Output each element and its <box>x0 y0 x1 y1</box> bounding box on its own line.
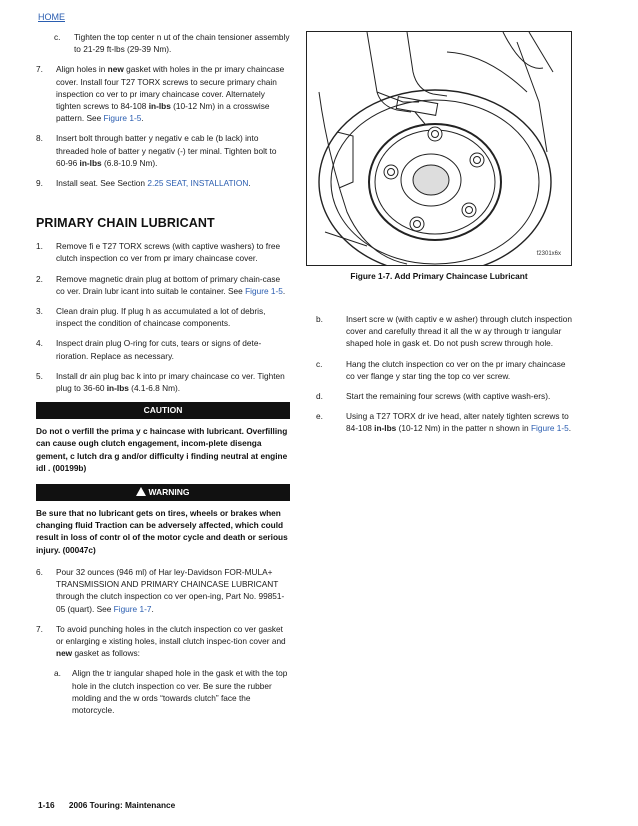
fill-steps <box>36 566 290 659</box>
step-text <box>56 273 290 297</box>
text-run: . <box>248 178 251 189</box>
text-run: Align holes in <box>56 64 108 75</box>
chaincase-drawing <box>307 32 571 265</box>
step-item <box>316 358 572 382</box>
warning-text: Be sure that no lubricant gets on tires, wheels or brakes when changing fluid Traction can be adversely affected, which could result in loss of contr ol of the motor cycle and death or serious injury. (00047c) <box>36 508 288 555</box>
step-number: 3. <box>36 306 43 317</box>
text-run: Using a T27 TORX dr ive head, alter nately tighten screws to 84-108 <box>346 411 569 434</box>
step-text <box>346 410 572 434</box>
text-run: Install dr ain plug bac k into pr imary chaincase co ver. Tighten plug to 36-60 <box>56 370 285 394</box>
cross-reference-link[interactable]: Figure 1-5 <box>530 423 569 434</box>
step-item <box>36 273 290 297</box>
step-item <box>36 370 290 394</box>
step-number: c. <box>316 358 323 369</box>
step-number: 6. <box>36 566 43 577</box>
figure-illustration <box>306 31 572 266</box>
cross-reference-link[interactable]: Figure 1-7 <box>113 603 152 614</box>
text-run: Start the remaining four screws (with captive wash-ers). <box>346 391 551 402</box>
step-text <box>56 337 290 361</box>
cross-reference-link[interactable]: 2.25 SEAT, INSTALLATION <box>147 178 249 189</box>
step-number: 7. <box>36 64 43 75</box>
caution-banner <box>36 402 290 419</box>
gasket-substeps <box>36 667 290 716</box>
text-run: Remove fi e T27 TORX screws (with captive washers) to free clutch inspection co ver from pr imary chaincase cover. <box>56 241 281 264</box>
text-run: Inspect drain plug O-ring for cuts, tears or signs of dete-rioration. Replace as necessary. <box>56 338 262 361</box>
figure-id: f2301x6x <box>536 251 561 257</box>
page-number: 1-16 <box>38 800 55 810</box>
step-text <box>56 240 290 264</box>
step-item <box>316 410 572 434</box>
step-number: 1. <box>36 241 43 252</box>
step-text <box>74 31 290 55</box>
right-steps <box>316 313 572 443</box>
step-text <box>56 132 290 169</box>
step-number: d. <box>316 391 323 402</box>
text-run: Insert bolt through batter y negativ e cab le (b lack) into threaded hole of batter y negativ (-) ter minal. Tighten bolt to 60-96 <box>56 133 277 168</box>
page-footer <box>38 800 187 810</box>
text-run: Align the tr iangular shaped hole in the gask et with the top hole in the clutch inspection co ver. Be sure the rubber molding and the w ords “towards clutch” face the motorcycle. <box>72 668 288 715</box>
caution-label: CAUTION <box>143 405 183 416</box>
emphasis-text: in-lbs <box>106 383 129 394</box>
step-item <box>36 337 290 361</box>
text-run: Pour 32 ounces (946 ml) of Har ley-Davidson FOR-MULA+ TRANSMISSION AND PRIMARY CHAINCASE LUBRICANT through the clutch inspection co ver open-ing, Part No. 99851-05 (quart). See <box>56 566 285 614</box>
text-run: Tighten the top center n ut of the chain tensioner assembly to 21-29 ft-lbs (29-39 Nm). <box>74 32 290 55</box>
emphasis-text: in-lbs <box>148 101 171 112</box>
step-item <box>36 132 290 169</box>
emphasis-text: in-lbs <box>374 423 397 434</box>
text-run: . <box>141 113 144 124</box>
step-number: 7. <box>36 623 43 634</box>
text-run: (10-12 Nm) in the patter n shown in <box>396 423 531 434</box>
step-item <box>36 63 290 124</box>
step-item <box>36 240 290 264</box>
text-run: Install seat. See Section <box>56 178 148 189</box>
step-item <box>36 31 290 55</box>
step-text <box>346 313 572 350</box>
step-text <box>56 566 290 615</box>
step-number: a. <box>54 668 61 679</box>
step-number: c. <box>54 32 61 42</box>
text-run: . <box>568 423 572 434</box>
step-item <box>316 313 572 350</box>
home-link[interactable]: HOME <box>38 12 65 22</box>
step-number: e. <box>316 411 323 422</box>
warning-banner <box>36 484 290 501</box>
text-run: gasket as follows: <box>72 648 140 659</box>
step-item <box>316 390 572 402</box>
text-run: Clean drain plug. If plug h as accumulated a lot of debris, inspect the condition of chaincase components. <box>56 306 266 329</box>
section-title: PRIMARY CHAIN LUBRICANT <box>36 216 215 231</box>
step-number: b. <box>316 314 323 324</box>
left-column <box>36 31 290 724</box>
step-text <box>346 390 572 402</box>
step-item <box>36 623 290 660</box>
figure-caption: Figure 1-7. Add Primary Chaincase Lubricant <box>350 271 528 281</box>
emphasis-text: new <box>107 64 124 75</box>
step-item <box>36 566 290 615</box>
step-number: 5. <box>36 370 43 381</box>
text-run: (4.1-6.8 Nm). <box>128 383 181 394</box>
text-run: (10-12 Nm) in a crosswise pattern. See <box>56 101 270 124</box>
step-text <box>56 177 290 189</box>
warning-triangle-icon <box>136 487 146 496</box>
step-text <box>72 667 290 716</box>
text-run: . <box>282 285 286 296</box>
text-run: Remove magnetic drain plug at bottom of primary chain-case co ver. Drain lubr icant into suitab le container. See <box>56 273 281 296</box>
text-run: Hang the clutch inspection co ver on the pr imary chaincase co ver flange y star ting the top co ver screw. <box>346 358 566 381</box>
step-text <box>56 370 290 394</box>
step-number: 9. <box>36 178 43 189</box>
step-item <box>54 667 290 716</box>
step-text <box>346 358 572 382</box>
step-number: 4. <box>36 338 43 349</box>
text-run: gasket with holes in the pr imary chaincase cover. Install four T27 TORX screws to secure primary chain inspection co ver to pr imary chaincase cover. Alternately tighten screws to 84-108 <box>56 64 285 112</box>
lubricant-steps <box>36 240 290 394</box>
caution-text: Do not o verfill the prima y c haincase with lubricant. Overfilling can cause ough clutch engagement, incom-plete disenga gement, c lutch dra g and/or difficulty i finding neutral at engine idl . (00199b) <box>36 426 288 473</box>
step-text <box>56 623 290 660</box>
step-item <box>36 305 290 329</box>
step-number: 2. <box>36 273 43 284</box>
emphasis-text: new <box>56 648 73 659</box>
manual-title: 2006 Touring: Maintenance <box>68 800 176 810</box>
emphasis-text: in-lbs <box>79 157 102 168</box>
cross-reference-link[interactable]: Figure 1-5 <box>245 285 283 296</box>
step-number: 8. <box>36 133 43 144</box>
text-run: To avoid punching holes in the clutch inspection co ver gasket or enlarging e xisting holes, install clutch inspec-tion cover and <box>56 623 286 646</box>
step-item <box>36 177 290 189</box>
cross-reference-link[interactable]: Figure 1-5 <box>103 113 142 124</box>
tensioner-steps <box>36 31 290 189</box>
text-run: (6.8-10.9 Nm). <box>101 157 158 168</box>
step-text <box>56 63 290 124</box>
step-text <box>56 305 290 329</box>
text-run: . <box>151 603 154 614</box>
warning-label: WARNING <box>148 487 190 498</box>
text-run: Insert scre w (with captiv e w asher) through clutch inspection cover and carefully thread it all the w ay through tr iangular shaped hole in gask et. Do not push screw through hole. <box>346 314 572 349</box>
